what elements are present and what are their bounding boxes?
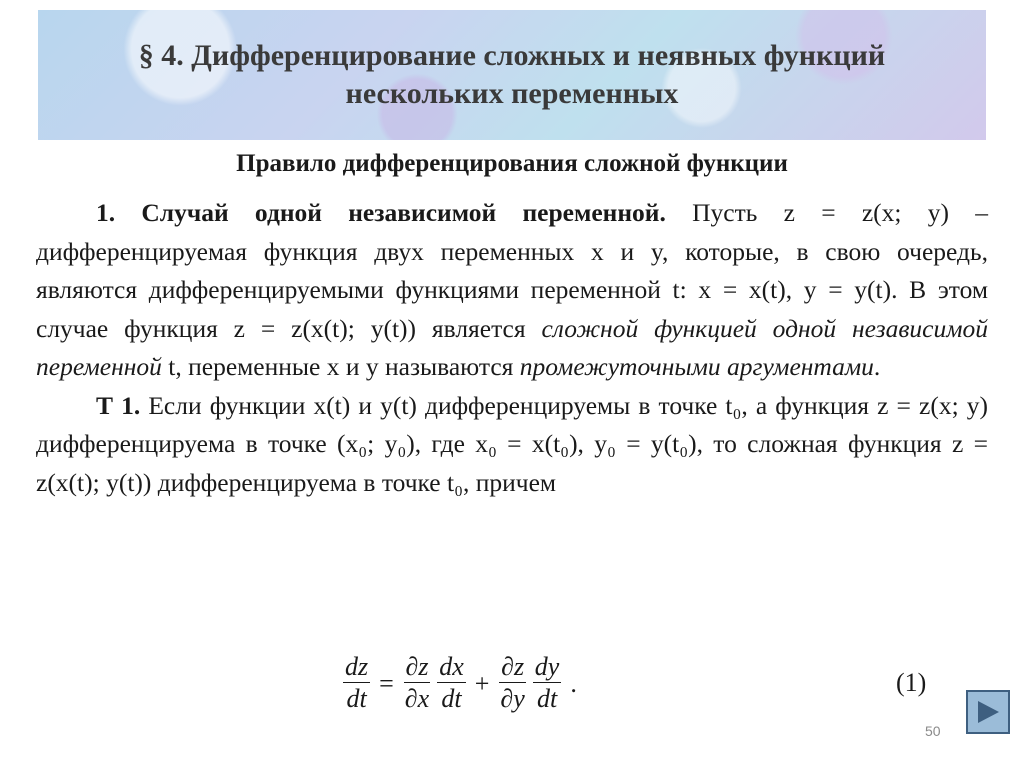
formula-chain-rule bbox=[340, 652, 583, 715]
numerator: dy bbox=[534, 652, 560, 681]
denominator: ∂y bbox=[500, 684, 525, 713]
fraction-dz-dy bbox=[498, 652, 526, 715]
formula-period: . bbox=[570, 668, 577, 698]
paragraph-case-1 bbox=[36, 194, 988, 387]
play-arrow-icon bbox=[974, 698, 1002, 726]
plus-sign: + bbox=[474, 668, 490, 698]
fraction-dz-dx bbox=[403, 652, 431, 715]
next-slide-button[interactable] bbox=[966, 690, 1010, 734]
equals-sign: = bbox=[379, 668, 394, 698]
denominator: ∂x bbox=[404, 684, 430, 713]
equation-number: (1) bbox=[896, 668, 927, 697]
paragraph-theorem-1 bbox=[36, 387, 988, 503]
numerator: dx bbox=[439, 652, 464, 681]
denominator: dt bbox=[346, 684, 367, 713]
page-number: 50 bbox=[925, 723, 941, 739]
theorem-label: Т 1. bbox=[96, 390, 141, 420]
case-heading: 1. Случай одной независимой переменной. bbox=[96, 198, 666, 227]
emphasis-complex-function: сложной функцией одной независимой переменной bbox=[36, 313, 988, 381]
denominator: dt bbox=[441, 684, 462, 713]
emphasis-intermediate-args: промежуточными аргументами bbox=[519, 352, 874, 381]
case-text-mid: t, переменные x и y называются bbox=[161, 352, 520, 381]
fraction-dz-dt bbox=[343, 652, 370, 715]
fraction-dy-dt bbox=[533, 652, 562, 715]
slide-title-line-1: § 4. Дифференцирование сложных и неявных функций bbox=[138, 39, 886, 72]
slide-title-line-2: нескольких переменных bbox=[345, 77, 679, 110]
numerator: dz bbox=[345, 652, 369, 681]
fraction-dx-dt bbox=[437, 652, 466, 715]
case-text-end: . bbox=[873, 352, 881, 381]
numerator: ∂z bbox=[405, 652, 429, 681]
denominator: dt bbox=[536, 684, 558, 713]
case-text: Пусть z = z(x; y) – дифференцируемая функция двух переменных x и y, которые, в свою очередь, являются дифференцируемыми функциями переменной t: x = x(t), y = y(t). В этом случае функция z = z(x(t); y(t)) является bbox=[36, 198, 988, 343]
slide-body bbox=[36, 194, 988, 502]
section-subtitle: Правило дифференцирования сложной функции bbox=[236, 150, 788, 177]
title-banner bbox=[38, 10, 986, 140]
numerator: ∂z bbox=[501, 652, 525, 681]
theorem-text: Если функции x(t) и y(t) дифференцируемы в точке t₀, а функция z = z(x; y) дифференцируема в точке (x₀; y₀), где x₀ = x(t₀), y₀ = y(t₀), то сложная функция z = z(x(t); y(t)) дифференцируема в точке t₀, причем bbox=[36, 390, 989, 497]
